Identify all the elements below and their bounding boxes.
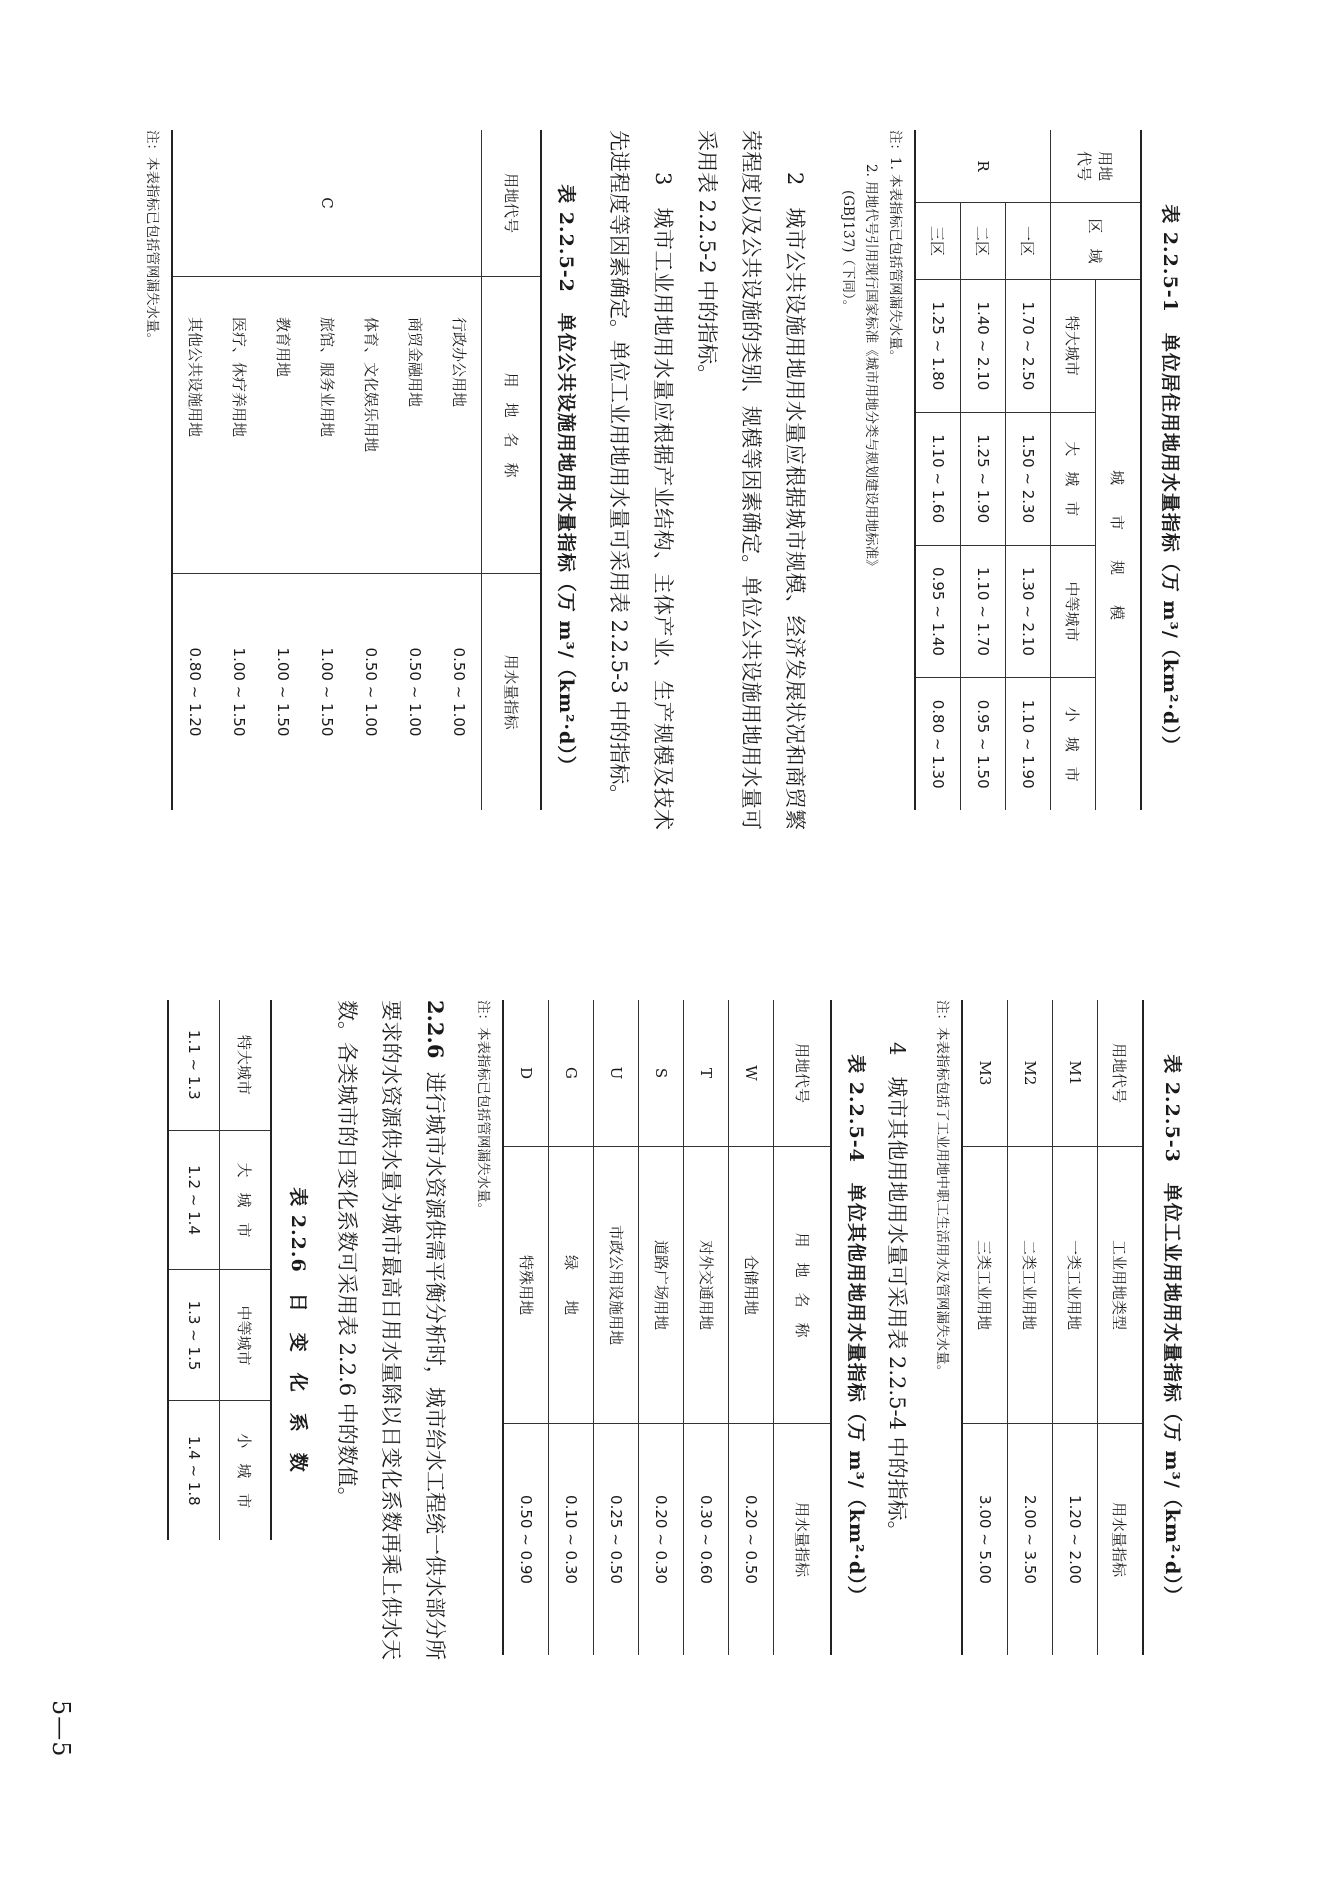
land-code: M2 [1008, 1000, 1053, 1147]
table-2-2-5-1-caption: 表 2.2.5-1 单位居住用地用水量指标（万 m³/（km²·d）） [1159, 204, 1181, 756]
land-code: M1 [1053, 1000, 1098, 1147]
value: 1.20 ~ 2.00 [1053, 1424, 1098, 1656]
table-row [503, 1000, 549, 1655]
col-header-medium-city: 中等城市 [219, 1270, 271, 1401]
value: 0.25 ~ 0.50 [594, 1424, 639, 1656]
value: 0.30 ~ 0.60 [684, 1424, 729, 1656]
value: 0.10 ~ 0.30 [549, 1424, 594, 1656]
column-left [0, 130, 1335, 830]
value: 1.40 ~ 2.10 [961, 280, 1006, 413]
land-code: M3 [962, 1000, 1008, 1147]
value: 0.50 ~ 1.00 [393, 574, 437, 811]
value: 0.95 ~ 1.50 [961, 678, 1006, 810]
col-header-small-city: 小 城 市 [219, 1401, 271, 1540]
table-row [1053, 1000, 1098, 1655]
table-row [915, 130, 961, 810]
col-header-medium-city: 中等城市 [1051, 545, 1096, 678]
note-line: 注：1. 本表指标已包括管网漏失水量。 [887, 130, 903, 364]
col-header-scale: 城 市 规 模 [1096, 280, 1142, 811]
value: 1.10 ~ 1.60 [915, 412, 961, 545]
table-row [437, 130, 482, 810]
table-2-2-5-3-caption: 表 2.2.5-3 单位工业用地用水量指标（万 m³/（km²·d）） [1161, 1054, 1183, 1606]
value: 0.20 ~ 0.50 [729, 1424, 774, 1656]
paragraph-other-land: 4 城市其他用地用水量可采用表 2.2.5-4 中的指标。 [885, 1042, 910, 1542]
col-header-type: 工业用地类型 [1098, 1147, 1144, 1424]
value: 0.50 ~ 1.00 [437, 574, 482, 811]
value: 0.80 ~ 1.20 [172, 574, 217, 811]
note-line: 2. 用地代号引用现行国家标准《城市用地分类与规划建设用地标准》 [863, 164, 880, 573]
land-code: T [684, 1000, 729, 1147]
value: 2.00 ~ 3.50 [1008, 1424, 1053, 1656]
land-code: W [729, 1000, 774, 1147]
paragraph-industrial: 3 城市工业用地用水量应根据产业结构、主体产业、生产规模及技术先进程度等因素确定。单位工业用地用水量可采用表 2.2.5-3 中的指标。 [607, 130, 676, 830]
col-header-large-city: 大 城 市 [219, 1130, 271, 1270]
land-name: 体育、文化娱乐用地 [349, 277, 393, 574]
land-code: C [172, 130, 482, 277]
table-2-2-5-4 [502, 1000, 832, 1655]
table-2-2-6-caption: 表 2.2.6 日 变 化 系 数 [286, 1187, 309, 1473]
col-header-name: 用 地 名 称 [774, 1147, 832, 1424]
value: 0.50 ~ 0.90 [503, 1424, 549, 1656]
note-line: (GBJ137)（下同）。 [839, 190, 856, 314]
value: 1.00 ~ 1.50 [217, 574, 261, 811]
zone: 一区 [1006, 203, 1051, 280]
table-row [684, 1000, 729, 1655]
land-name: 对外交通用地 [684, 1147, 729, 1424]
col-header-code: 用地代号 [482, 130, 542, 277]
value: 1.25 ~ 1.80 [915, 280, 961, 413]
table-row [729, 1000, 774, 1655]
value: 1.00 ~ 1.50 [261, 574, 305, 811]
land-name: 医疗、休疗养用地 [217, 277, 261, 574]
section-number: 2.2.6 [422, 1000, 448, 1059]
table-row [639, 1000, 684, 1655]
table-2-2-5-1 [914, 130, 1142, 810]
table-row [549, 1000, 594, 1655]
table-row [594, 1000, 639, 1655]
land-name: 行政办公用地 [437, 277, 482, 574]
table-2-2-5-2-note: 注：本表指标已包括管网漏失水量。 [144, 130, 161, 346]
value: 1.70 ~ 2.50 [1006, 280, 1051, 413]
value: 1.2 ~ 1.4 [168, 1130, 220, 1270]
table-row [1006, 130, 1051, 810]
value: 1.25 ~ 1.90 [961, 412, 1006, 545]
table-row [962, 1000, 1008, 1655]
value: 1.3 ~ 1.5 [168, 1270, 220, 1401]
table-row [961, 130, 1006, 810]
land-code: S [639, 1000, 684, 1147]
value: 1.10 ~ 1.90 [1006, 678, 1051, 810]
table-2-2-5-3 [961, 1000, 1144, 1655]
col-header-value: 用水量指标 [774, 1424, 832, 1656]
value: 0.95 ~ 1.40 [915, 545, 961, 678]
land-name: 教育用地 [261, 277, 305, 574]
value: 1.30 ~ 2.10 [1006, 545, 1051, 678]
col-header-name: 用 地 名 称 [482, 277, 542, 574]
land-name: 道路广场用地 [639, 1147, 684, 1424]
land-code: G [549, 1000, 594, 1147]
table-2-2-5-4-caption: 表 2.2.5-4 单位其他用地用水量指标（万 m³/（km²·d）） [845, 1054, 868, 1606]
column-right [0, 1000, 1335, 1660]
col-header-zone: 区 域 [1051, 203, 1142, 280]
col-header-small-city: 小 城 市 [1051, 678, 1096, 810]
land-name: 其他公共设施用地 [172, 277, 217, 574]
table-2-2-5-3-note: 注：本表指标包括了工业用地中职工生活用水及管网漏失水量。 [934, 1000, 950, 1378]
land-name: 特殊用地 [503, 1147, 549, 1424]
value: 3.00 ~ 5.00 [962, 1424, 1008, 1656]
page-number: 5—5 [47, 1700, 75, 1758]
land-type: 三类工业用地 [962, 1147, 1008, 1424]
land-name: 绿 地 [549, 1147, 594, 1424]
zone: 三区 [915, 203, 961, 280]
col-header-value: 用水量指标 [1098, 1424, 1144, 1656]
col-header-megacity: 特大城市 [219, 1000, 271, 1130]
col-header-code: 用地代号 [1098, 1000, 1144, 1147]
table-2-2-5-2-caption: 表 2.2.5-2 单位公共设施用地用水量指标（万 m³/（km²·d）） [555, 184, 578, 776]
value: 1.50 ~ 2.30 [1006, 412, 1051, 545]
land-code: D [503, 1000, 549, 1147]
paragraph-public-facilities: 2 城市公共设施用地用水量应根据城市规模、经济发展状况和商贸繁荣程度以及公共设施的类别、规模等因素确定。单位公共设施用地用水量可采用表 2.2.5-2 中的指标。 [695, 130, 808, 830]
table-row [1008, 1000, 1053, 1655]
land-type: 二类工业用地 [1008, 1147, 1053, 1424]
zone: 二区 [961, 203, 1006, 280]
col-header-code: 用地 代号 [1051, 130, 1142, 203]
col-header-code: 用地代号 [774, 1000, 832, 1147]
col-header-large-city: 大 城 市 [1051, 412, 1096, 545]
table-row [168, 1000, 220, 1540]
table-2-2-5-1-notes [835, 130, 906, 830]
land-name: 商贸金融用地 [393, 277, 437, 574]
table-2-2-5-2 [171, 130, 542, 810]
section-text: 进行城市水资源供需平衡分析时，城市给水工程统一供水部分所要求的水资源供水量为城市最高日用水量除以日变化系数再乘上供水天数。各类城市的日变化系数可采用表 2.2.6 中的数值。 [334, 1000, 447, 1661]
value: 1.00 ~ 1.50 [305, 574, 349, 811]
value: 1.10 ~ 1.70 [961, 545, 1006, 678]
col-header-megacity: 特大城市 [1051, 280, 1096, 413]
land-name: 旅馆、服务业用地 [305, 277, 349, 574]
value: 1.1 ~ 1.3 [168, 1000, 220, 1130]
land-type: 一类工业用地 [1053, 1147, 1098, 1424]
land-code: R [915, 130, 1051, 203]
value: 1.4 ~ 1.8 [168, 1401, 220, 1540]
land-name: 仓储用地 [729, 1147, 774, 1424]
land-name: 市政公用设施用地 [594, 1147, 639, 1424]
value: 0.80 ~ 1.30 [915, 678, 961, 810]
section-2-2-6 [325, 1000, 457, 1660]
value: 0.20 ~ 0.30 [639, 1424, 684, 1656]
table-2-2-6 [167, 1000, 272, 1540]
table-2-2-5-4-note: 注：本表指标已包括管网漏失水量。 [475, 1000, 492, 1216]
value: 0.50 ~ 1.00 [349, 574, 393, 811]
land-code: U [594, 1000, 639, 1147]
col-header-value: 用水量指标 [482, 574, 542, 811]
